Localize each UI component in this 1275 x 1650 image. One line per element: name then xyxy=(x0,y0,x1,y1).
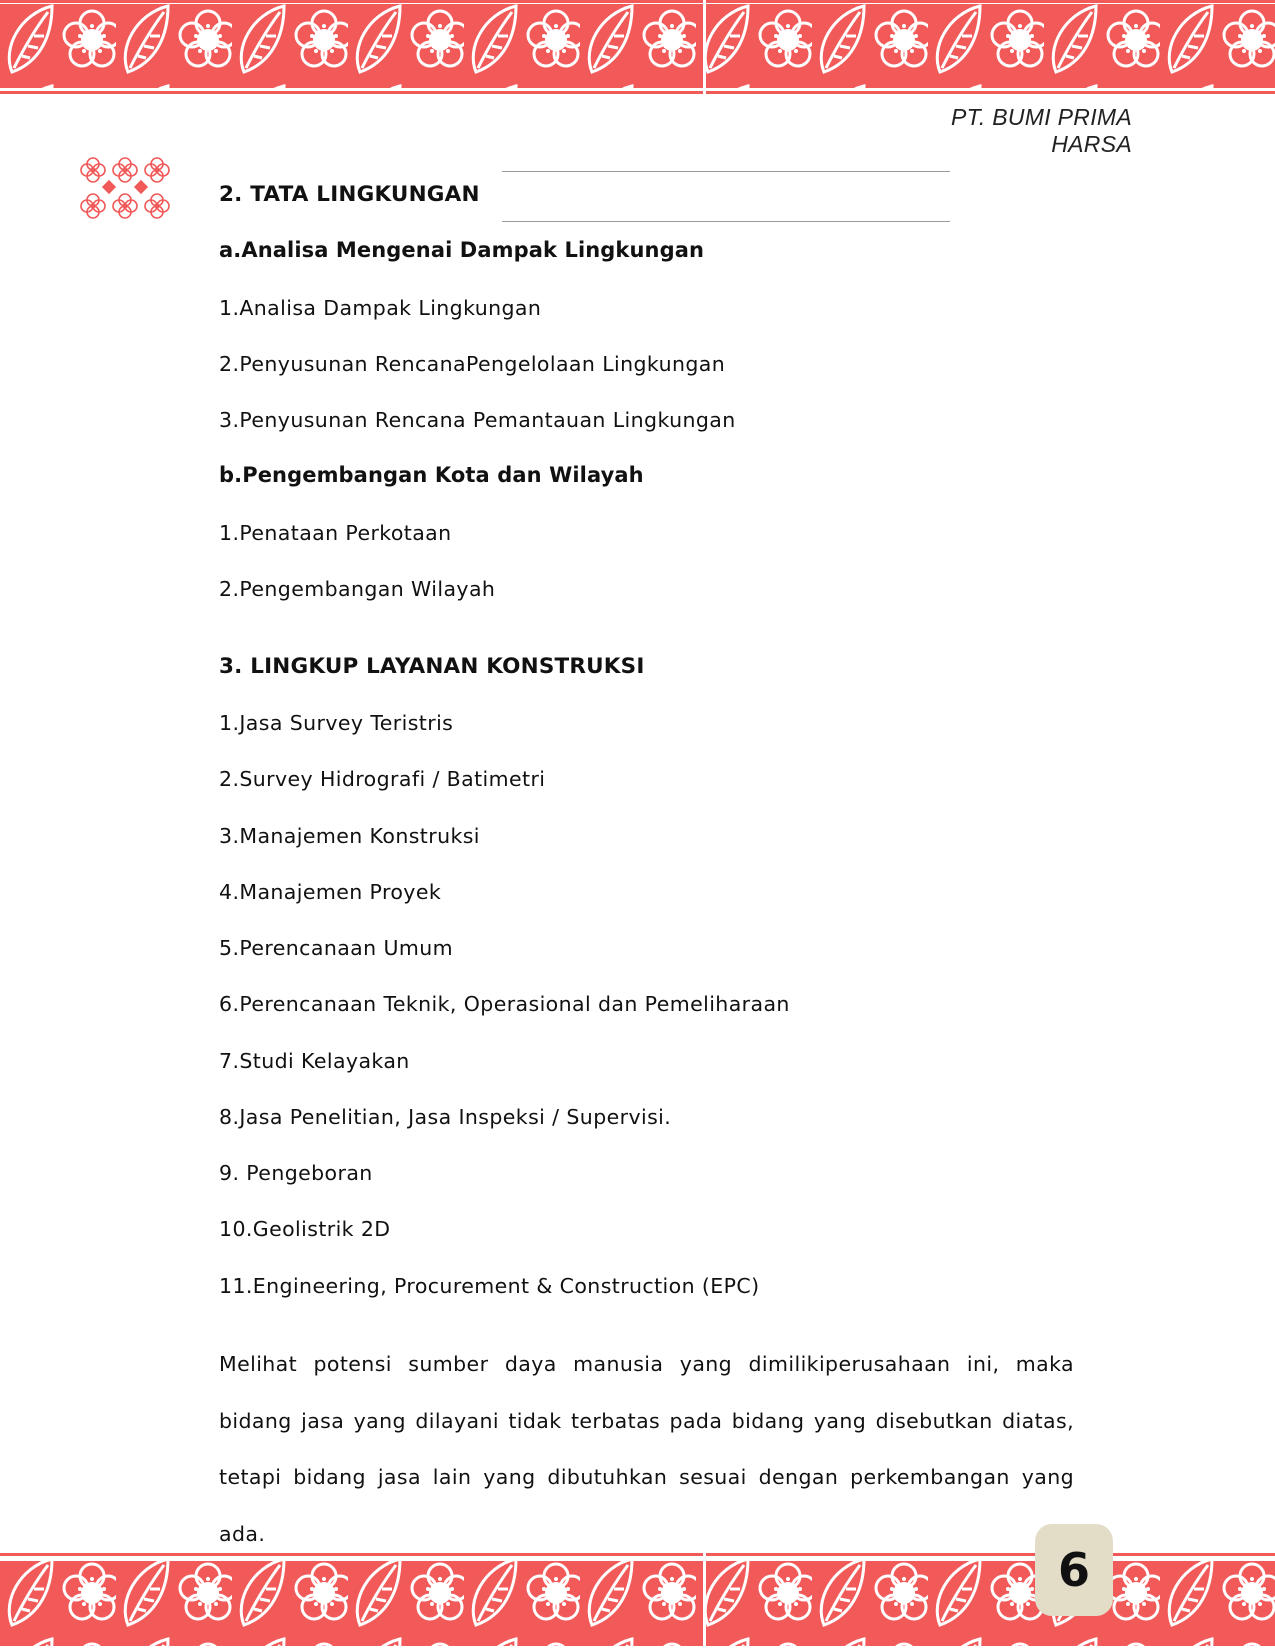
list-item: 1.Analisa Dampak Lingkungan xyxy=(219,296,542,320)
list-item: 5.Perencanaan Umum xyxy=(219,936,453,960)
list-item: 4.Manajemen Proyek xyxy=(219,880,442,904)
list-item: 3.Manajemen Konstruksi xyxy=(219,824,480,848)
list-item: 2.Pengembangan Wilayah xyxy=(219,577,496,601)
company-name: PT. BUMI PRIMA HARSA xyxy=(951,104,1132,157)
divider-top xyxy=(502,171,950,172)
list-item: 1.Penataan Perkotaan xyxy=(219,521,452,545)
list-item: 1.Jasa Survey Teristris xyxy=(219,711,454,735)
list-item: 8.Jasa Penelitian, Jasa Inspeksi / Supervisi. xyxy=(219,1105,672,1129)
list-item: 10.Geolistrik 2D xyxy=(219,1217,391,1241)
list-item: 9. Pengeboran xyxy=(219,1161,373,1185)
list-item: 11.Engineering, Procurement & Construction (EPC) xyxy=(219,1274,760,1298)
section-2-title: 2. TATA LINGKUNGAN xyxy=(219,182,480,207)
list-item: 2.Survey Hidrografi / Batimetri xyxy=(219,767,546,791)
divider-bottom xyxy=(502,221,950,222)
list-item: 6.Perencanaan Teknik, Operasional dan Pemeliharaan xyxy=(219,992,790,1016)
flower-ornament-icon xyxy=(78,156,178,226)
list-item: 3.Penyusunan Rencana Pemantauan Lingkungan xyxy=(219,408,736,432)
list-item: 2.Penyusunan RencanaPengelolaan Lingkungan xyxy=(219,352,726,376)
page-number-badge: 6 xyxy=(1035,1524,1113,1616)
subsection-b-title: b.Pengembangan Kota dan Wilayah xyxy=(219,463,644,487)
section-3-title: 3. LINGKUP LAYANAN KONSTRUKSI xyxy=(219,654,645,679)
list-item: 7.Studi Kelayakan xyxy=(219,1049,410,1073)
decorative-top-band xyxy=(0,0,1275,96)
closing-paragraph: Melihat potensi sumber daya manusia yang dimilikiperusahaan ini, maka bidang jasa yang dilayani tidak terbatas pada bidang yang disebutkan diatas, tetapi bidang jasa lain yang dibutuhkan sesuai dengan perkembangan yang ada. xyxy=(219,1352,1074,1546)
subsection-a-title: a.Analisa Mengenai Dampak Lingkungan xyxy=(219,238,705,262)
